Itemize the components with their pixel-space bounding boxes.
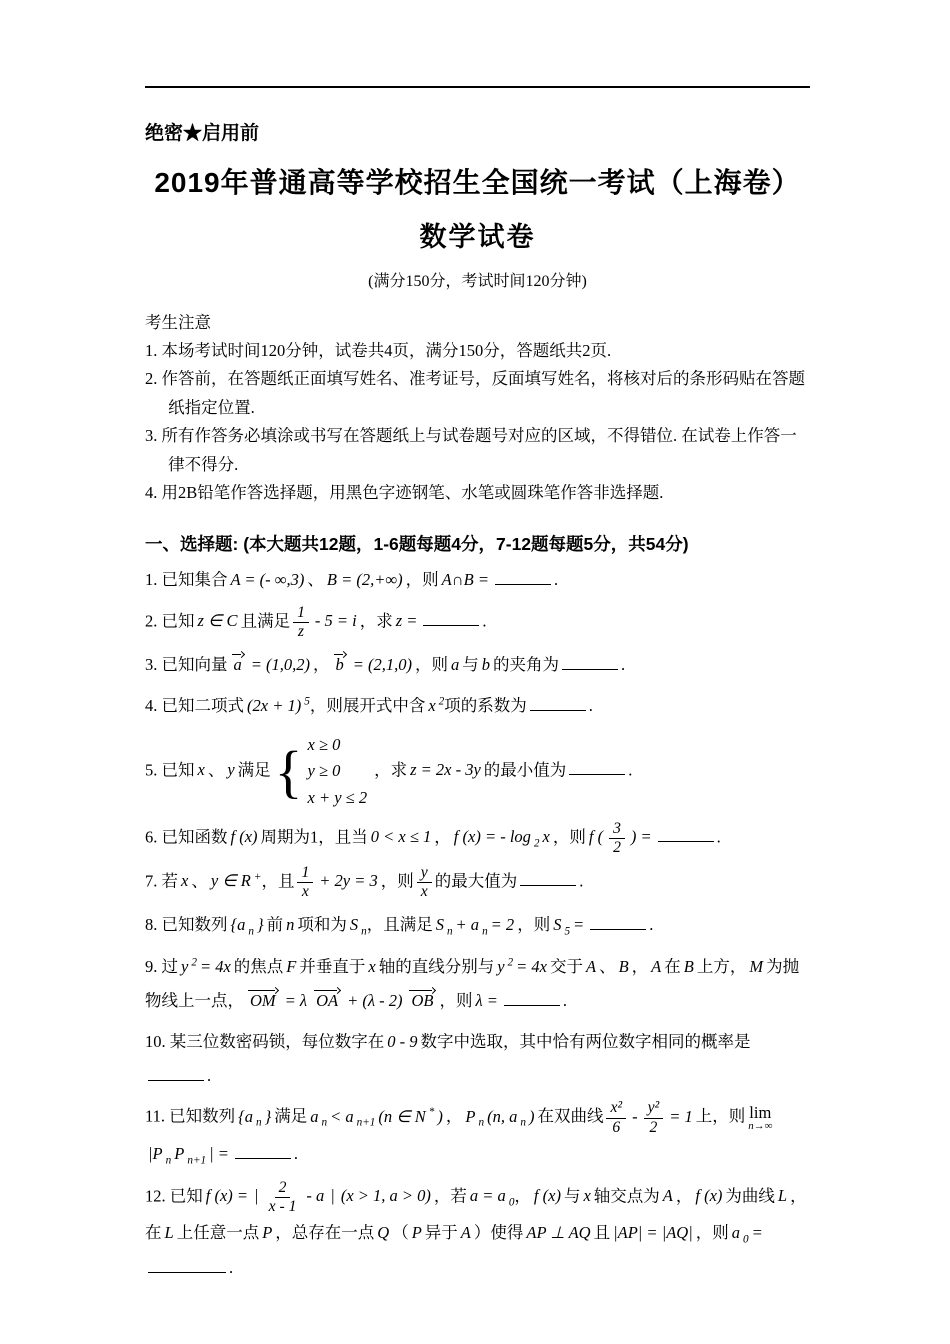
math-fragment: y (181, 957, 189, 977)
text-fragment: ，且 (261, 871, 295, 891)
math-fragment: A (662, 1186, 673, 1206)
text-fragment: 与 (563, 1186, 581, 1206)
text-fragment: 4. 已知二项式 (145, 695, 244, 715)
math-fragment: A (460, 1222, 471, 1242)
text-fragment: 1. 已知集合 (145, 570, 228, 590)
text-fragment: 、 (599, 957, 616, 977)
math-fragment: - (632, 1106, 638, 1126)
text-fragment: 7. 若 (145, 871, 178, 891)
math-fragment: B = (2,+∞) (326, 570, 403, 590)
superscript: 2 (507, 956, 514, 969)
math-fragment: = 4x (516, 957, 547, 977)
answer-blank (495, 570, 551, 586)
math-fragment: x (583, 1186, 591, 1206)
text-fragment: 数字中选取，其中恰有两位数字相同的概率是 (420, 1031, 751, 1051)
text-fragment: ，若 (433, 1186, 467, 1206)
text-fragment: ，则 (415, 655, 448, 675)
text-fragment: 、 (307, 570, 324, 590)
text-fragment: . (207, 1065, 212, 1085)
vector-overline: OA (316, 991, 339, 1011)
math-fragment: = 2 (490, 914, 515, 934)
subscript: 0 (508, 1196, 515, 1209)
answer-blank (504, 990, 560, 1006)
text-fragment: 轴交点为 (593, 1186, 660, 1206)
math-fragment: ) (528, 1106, 535, 1126)
vector-overline: OB (411, 991, 434, 1011)
subscript: n (256, 1117, 262, 1130)
text-fragment: 项的系数为 (444, 695, 527, 715)
math-fragment: f (x) = - log (453, 827, 531, 847)
notice-item-3: 3. 所有作答务必填涂或书写在答题纸上与试卷题号对应的区域，不得错位. 在试卷上作答一律不得分. (145, 426, 797, 474)
math-fragment: AP ⊥ AQ (526, 1222, 591, 1242)
math-fragment: a (451, 655, 460, 675)
math-fragment: |AP| = |AQ| (613, 1222, 693, 1242)
math-fragment: A = (- ∞,3) (230, 570, 305, 590)
question-item-8 (145, 908, 810, 943)
text-fragment: ，则 (695, 1222, 729, 1242)
fraction-denominator: 6 (612, 1118, 621, 1136)
math-fragment: = 1 (669, 1106, 693, 1126)
answer-blank (590, 914, 646, 930)
questions-list (145, 563, 810, 1285)
text-fragment: ，则展开式中含 (309, 695, 426, 715)
math-fragment: f (x) (230, 827, 258, 847)
math-fragment: B (683, 957, 694, 977)
text-fragment: 为抛物线上一点， (145, 957, 800, 1011)
fraction (293, 604, 309, 641)
question-item-10 (145, 1025, 810, 1093)
answer-blank (562, 654, 618, 670)
math-fragment: - a (306, 1186, 325, 1206)
question-item-1 (145, 563, 810, 597)
superscript: + (253, 870, 262, 883)
question-item-4 (145, 689, 810, 723)
fraction-denominator: x (420, 882, 428, 900)
math-fragment: (2x + 1) (247, 695, 302, 715)
text-fragment: 异于 (424, 1222, 458, 1242)
text-fragment: ，则 (380, 871, 414, 891)
text-fragment: 、 (207, 760, 225, 780)
text-fragment: . (482, 611, 487, 631)
math-fragment: A (585, 957, 597, 977)
fraction-numerator: y (417, 864, 432, 883)
text-fragment: ， (631, 957, 649, 977)
math-fragment: z = (395, 611, 418, 631)
math-fragment: x (181, 871, 189, 891)
exam-meta: (满分150分，考试时间120分钟) (368, 273, 587, 290)
math-fragment: n (286, 914, 295, 934)
text-fragment: ，则 (405, 570, 439, 590)
subscript: n (478, 1117, 485, 1130)
math-fragment: = (1,0,2) (250, 655, 310, 675)
math-fragment: 0 < x ≤ 1 (370, 827, 432, 847)
math-fragment: ) = (630, 827, 652, 847)
math-fragment: x (428, 695, 436, 715)
notice-heading: 考生注意 (145, 313, 211, 332)
fraction (265, 1179, 301, 1216)
text-fragment: ）使得 (473, 1222, 524, 1242)
text-fragment: . (562, 991, 567, 1011)
math-fragment: L (164, 1222, 174, 1242)
page-title: 2019年普通高等学校招生全国统一考试（上海卷） (154, 167, 801, 198)
math-fragment: | (330, 1186, 335, 1206)
notice-section (145, 309, 810, 507)
fraction-numerator: 1 (297, 864, 313, 883)
subscript: 5 (564, 925, 571, 938)
section-heading: 一、选择题: (本大题共12题，1-6题每题4分，7-12题每题5分，共54分) (145, 534, 689, 555)
text-fragment: 满足 (237, 760, 271, 780)
fraction-numerator: y² (644, 1099, 664, 1118)
subscript: n (165, 1153, 172, 1166)
subscript: n+1 (187, 1153, 207, 1166)
cases-row: x + y ≤ 2 (307, 787, 368, 807)
text-fragment: ，总存在一点 (275, 1222, 375, 1242)
math-fragment: z ∈ C (197, 611, 238, 631)
math-fragment: = (2,1,0) (352, 655, 412, 675)
fraction (644, 1099, 664, 1136)
text-fragment: . (628, 760, 633, 780)
fraction (417, 864, 432, 901)
text-fragment: 与 (462, 655, 479, 675)
answer-blank (423, 611, 479, 627)
text-fragment: . (621, 655, 626, 675)
math-fragment: a (310, 1106, 319, 1126)
cases-rows (305, 732, 371, 811)
answer-blank (520, 871, 576, 887)
limit-subscript: n→∞ (748, 1119, 773, 1132)
page-subtitle: 数学试卷 (419, 222, 536, 252)
fraction-numerator: 1 (293, 604, 309, 623)
math-fragment: 0 - 9 (387, 1031, 418, 1051)
math-fragment: | (254, 1186, 259, 1206)
text-fragment: . (588, 695, 593, 715)
math-fragment: A∩B = (441, 570, 489, 590)
question-item-7 (145, 864, 810, 901)
text-fragment: . (716, 827, 721, 847)
math-fragment: {a (238, 1106, 253, 1126)
limit-operator: lim (749, 1102, 772, 1122)
text-fragment: ，则 (517, 914, 551, 934)
subscript: n (248, 925, 254, 938)
math-fragment: f (x) (695, 1186, 723, 1206)
math-fragment: + (λ - 2) (347, 991, 403, 1011)
math-fragment: = (751, 1222, 763, 1242)
limit-notation (748, 1104, 772, 1133)
text-fragment: 2. 已知 (145, 611, 195, 631)
text-fragment: ，在 (145, 1186, 807, 1242)
text-fragment: 12. 已知 (145, 1186, 203, 1206)
classification-label: 绝密★启用前 (145, 123, 260, 144)
text-fragment: 的最大值为 (434, 871, 518, 891)
text-fragment: 上方， (696, 957, 747, 977)
text-fragment: 5. 已知 (145, 760, 195, 780)
superscript: * (428, 1106, 435, 1119)
subscript: n (482, 925, 488, 938)
math-fragment: λ = (475, 991, 498, 1011)
math-fragment: B (618, 957, 629, 977)
math-fragment: x (197, 760, 205, 780)
fraction-numerator: 3 (609, 820, 625, 839)
text-fragment: 在双曲线 (537, 1106, 604, 1126)
math-fragment: P (411, 1222, 422, 1242)
text-fragment: 为曲线 (725, 1186, 775, 1206)
math-fragment: | = (209, 1143, 229, 1163)
question-item-2 (145, 604, 810, 641)
text-fragment: ， (445, 1106, 463, 1126)
text-fragment: 3. 已知向量 (145, 655, 228, 675)
math-fragment: + a (455, 914, 480, 934)
question-item-6 (145, 820, 810, 857)
text-fragment: 、 (191, 871, 208, 891)
math-fragment: {a (230, 914, 246, 934)
text-fragment: ，则 (552, 827, 586, 847)
math-fragment: M (749, 957, 764, 977)
math-fragment: a (731, 1222, 741, 1242)
answer-blank (658, 827, 714, 843)
math-fragment: (n, a (487, 1106, 518, 1126)
notice-item-4: 4. 用2B铅笔作答选择题，用黑色字迹钢笔、水笔或圆珠笔作答非选择题. (145, 482, 664, 502)
text-fragment: 轴的直线分别与 (378, 957, 495, 977)
text-fragment: 的最小值为 (483, 760, 567, 780)
text-fragment: 前 (266, 914, 284, 934)
answer-blank (235, 1143, 291, 1159)
text-fragment: 上任意一点 (176, 1222, 260, 1242)
math-fragment: A (651, 957, 662, 977)
math-fragment: S (553, 914, 562, 934)
cases-row: y ≥ 0 (307, 761, 341, 781)
text-fragment: ，且满足 (366, 914, 433, 934)
text-fragment: ，求 (359, 611, 393, 631)
text-fragment: 周期为1，且当 (260, 827, 368, 847)
text-fragment: ， (675, 1186, 693, 1206)
notice-item-1: 1. 本场考试时间120分钟，试卷共4页，满分150分，答题纸共2页. (145, 341, 612, 360)
math-fragment: - 5 = i (314, 611, 357, 631)
math-fragment: Q (377, 1222, 390, 1242)
math-fragment: f ( (588, 827, 604, 847)
subscript: n (520, 1117, 526, 1130)
text-fragment: （ (392, 1222, 409, 1242)
text-fragment: 的夹角为 (493, 655, 559, 675)
math-fragment: P (262, 1222, 273, 1242)
text-fragment: 11. 已知数列 (145, 1106, 236, 1126)
text-fragment: . (229, 1258, 234, 1278)
fraction (609, 820, 625, 857)
math-fragment: S (349, 914, 359, 934)
superscript: 5 (304, 695, 310, 708)
text-fragment: 并垂直于 (299, 957, 366, 977)
subscript: n (361, 925, 367, 938)
text-fragment: ， (313, 655, 330, 675)
vector-overline: OM (250, 991, 276, 1011)
vector-overline: a (233, 655, 242, 675)
math-fragment: x (368, 957, 376, 977)
fraction-denominator: z (297, 623, 305, 641)
answer-blank (530, 695, 586, 711)
text-fragment: . (579, 871, 584, 891)
math-fragment: ) (437, 1106, 443, 1126)
text-fragment: 交于 (549, 957, 583, 977)
superscript: 2 (438, 695, 445, 708)
math-fragment: y (497, 957, 505, 977)
text-fragment: . (554, 570, 559, 590)
question-item-11 (145, 1099, 810, 1171)
math-fragment: y ∈ R (210, 871, 251, 891)
text-fragment: . (649, 914, 654, 934)
math-fragment: P (174, 1143, 185, 1163)
math-fragment: S (435, 914, 444, 934)
text-fragment: 的焦点 (233, 957, 284, 977)
subscript: n+1 (356, 1117, 376, 1130)
subscript: n (321, 1117, 328, 1130)
text-fragment: 上，则 (695, 1106, 746, 1126)
text-fragment: 且满足 (240, 611, 291, 631)
cases-system (275, 732, 370, 811)
text-fragment: ，则 (439, 991, 473, 1011)
text-fragment: ，求 (374, 760, 408, 780)
math-fragment: (n ∈ N (378, 1106, 426, 1126)
superscript: 2 (191, 956, 197, 969)
answer-blank (148, 1065, 204, 1081)
text-fragment: 8. 已知数列 (145, 914, 228, 934)
subscript: 2 (533, 837, 540, 850)
subscript: n (446, 925, 453, 938)
math-fragment: (x > 1, a > 0) (340, 1186, 431, 1206)
text-fragment: 9. 过 (145, 957, 178, 977)
top-rule (145, 86, 810, 88)
math-fragment: + 2y = 3 (319, 871, 378, 891)
math-fragment: a = a (469, 1186, 506, 1206)
fraction-denominator: 2 (649, 1118, 658, 1136)
math-fragment: = 4x (199, 957, 231, 977)
math-fragment: } (264, 1106, 272, 1126)
text-fragment: 10. 某三位数密码锁，每位数字在 (145, 1031, 385, 1051)
question-item-9 (145, 950, 810, 1018)
fraction (297, 864, 313, 901)
fraction (606, 1099, 626, 1136)
math-fragment: < a (330, 1106, 354, 1126)
question-item-12 (145, 1179, 810, 1285)
subscript: 0 (743, 1233, 749, 1246)
math-fragment: f (x) = (205, 1186, 249, 1206)
question-item-5 (145, 730, 810, 813)
math-fragment: P (465, 1106, 476, 1126)
math-fragment: } (256, 914, 264, 934)
text-fragment: ， (514, 1186, 531, 1206)
math-fragment: z = 2x - 3y (410, 760, 481, 780)
fraction-denominator: x - 1 (268, 1197, 297, 1215)
math-fragment: = (573, 914, 585, 934)
math-fragment: y (227, 760, 235, 780)
cases-row: x ≥ 0 (307, 734, 341, 754)
text-fragment: 在 (664, 957, 681, 977)
fraction-numerator: 2 (275, 1179, 291, 1198)
text-fragment: 项和为 (297, 914, 347, 934)
text-fragment: . (293, 1143, 299, 1163)
fraction-numerator: x² (606, 1099, 626, 1118)
math-fragment: |P (148, 1143, 163, 1163)
math-fragment: F (286, 957, 297, 977)
math-fragment: x (542, 827, 550, 847)
math-fragment: f (x) (533, 1186, 561, 1206)
answer-blank (569, 759, 625, 775)
text-fragment: ， (434, 827, 451, 847)
text-fragment: 满足 (274, 1106, 308, 1126)
text-fragment: 6. 已知函数 (145, 827, 228, 847)
left-brace: { (274, 738, 303, 804)
text-fragment: 且 (593, 1222, 611, 1242)
notice-item-2: 2. 作答前，在答题纸正面填写姓名、准考证号，反面填写姓名，将核对后的条形码贴在答题纸指定位置. (145, 369, 805, 417)
math-fragment: b (481, 655, 490, 675)
math-fragment: L (777, 1186, 788, 1206)
fraction-denominator: 2 (613, 838, 621, 856)
question-item-3 (145, 648, 810, 682)
vector-overline: b (335, 655, 344, 675)
fraction-denominator: x (301, 882, 309, 900)
math-fragment: = λ (284, 991, 308, 1011)
answer-blank (148, 1257, 226, 1273)
